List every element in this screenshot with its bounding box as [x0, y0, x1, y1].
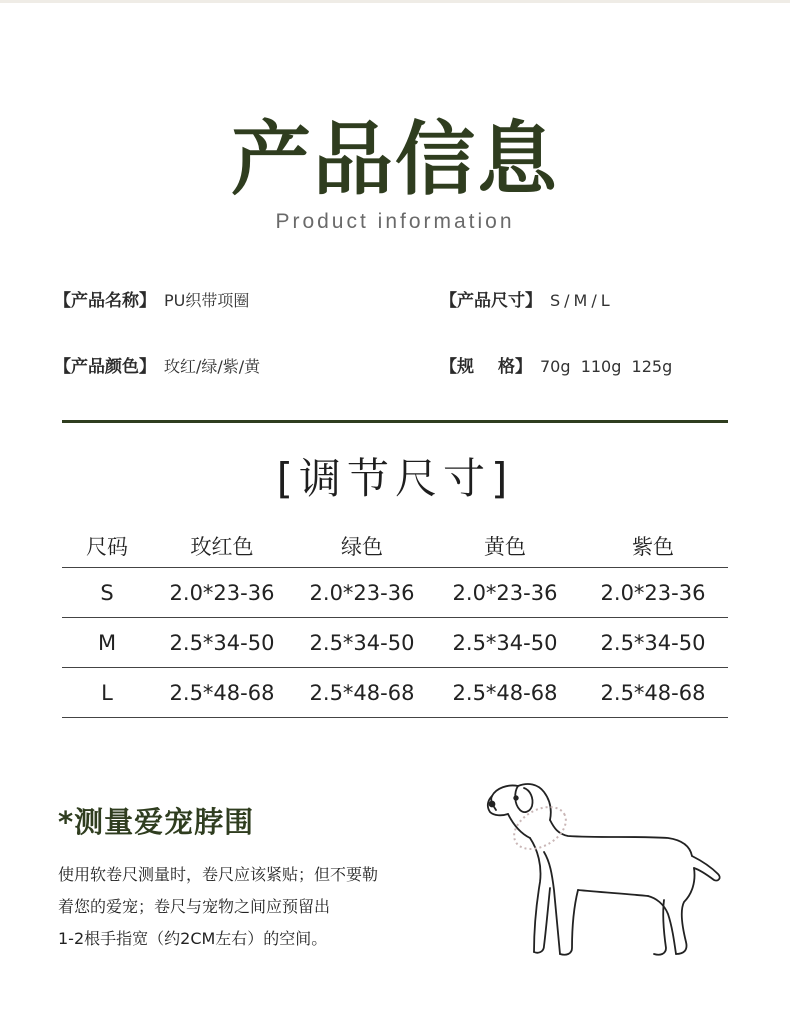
- table-cell: 2.0*23-36: [432, 568, 578, 618]
- table-row: [62, 568, 728, 618]
- table-cell: 2.0*23-36: [578, 568, 728, 618]
- page-title: 产品信息: [231, 113, 559, 206]
- info-product-color: [54, 352, 260, 377]
- table-header-cell: 尺码: [86, 535, 128, 559]
- table-row: [62, 668, 728, 718]
- table-header-cell: 玫红色: [190, 535, 254, 559]
- measure-text-line: 1-2根手指宽（约2CM左右）的空间。: [58, 929, 328, 948]
- info-value: 70g 110g 125g: [540, 357, 673, 376]
- info-key: 【产品名称】: [54, 291, 156, 311]
- info-key: 格】: [498, 357, 532, 377]
- top-rule: [0, 0, 790, 3]
- table-cell: 2.5*34-50: [578, 618, 728, 668]
- table-header-cell: 黄色: [484, 535, 526, 559]
- section-divider: [62, 420, 728, 423]
- table-cell: L: [62, 668, 152, 718]
- info-value: 玫红/绿/紫/黄: [164, 357, 261, 376]
- adjust-size-title: [调节尺寸]: [276, 454, 514, 503]
- table-cell: 2.5*48-68: [578, 668, 728, 718]
- table-header-row: [62, 525, 728, 568]
- table-cell: 2.5*48-68: [152, 668, 292, 718]
- table-cell: 2.5*48-68: [292, 668, 432, 718]
- measure-text-line: 使用软卷尺测量时，卷尺应该紧贴；但不要勒: [58, 865, 379, 884]
- table-cell: 2.5*34-50: [292, 618, 432, 668]
- table-header-cell: 绿色: [341, 535, 383, 559]
- table-row: [62, 618, 728, 668]
- info-product-spec: [440, 352, 672, 377]
- dog-illustration-icon: [478, 770, 728, 970]
- info-key: 【产品尺寸】: [440, 291, 542, 311]
- table-cell: 2.0*23-36: [292, 568, 432, 618]
- table-cell: 2.5*48-68: [432, 668, 578, 718]
- table-cell: 2.5*34-50: [432, 618, 578, 668]
- table-cell: S: [62, 568, 152, 618]
- info-product-size: [440, 286, 614, 311]
- measure-text-line: 着您的爱宠；卷尺与宠物之间应预留出: [58, 897, 331, 916]
- info-product-name: [54, 286, 249, 311]
- table-cell: 2.0*23-36: [152, 568, 292, 618]
- table-header-cell: 紫色: [632, 535, 674, 559]
- table-cell: 2.5*34-50: [152, 618, 292, 668]
- info-value: PU织带项圈: [164, 291, 250, 310]
- size-table: [62, 525, 728, 718]
- info-key: 【规: [440, 357, 474, 377]
- page-subtitle: Product information: [275, 210, 515, 233]
- info-key: 【产品颜色】: [54, 357, 156, 377]
- info-value: S/M/L: [550, 291, 614, 310]
- table-cell: M: [62, 618, 152, 668]
- measure-title: *测量爱宠脖围: [58, 805, 255, 839]
